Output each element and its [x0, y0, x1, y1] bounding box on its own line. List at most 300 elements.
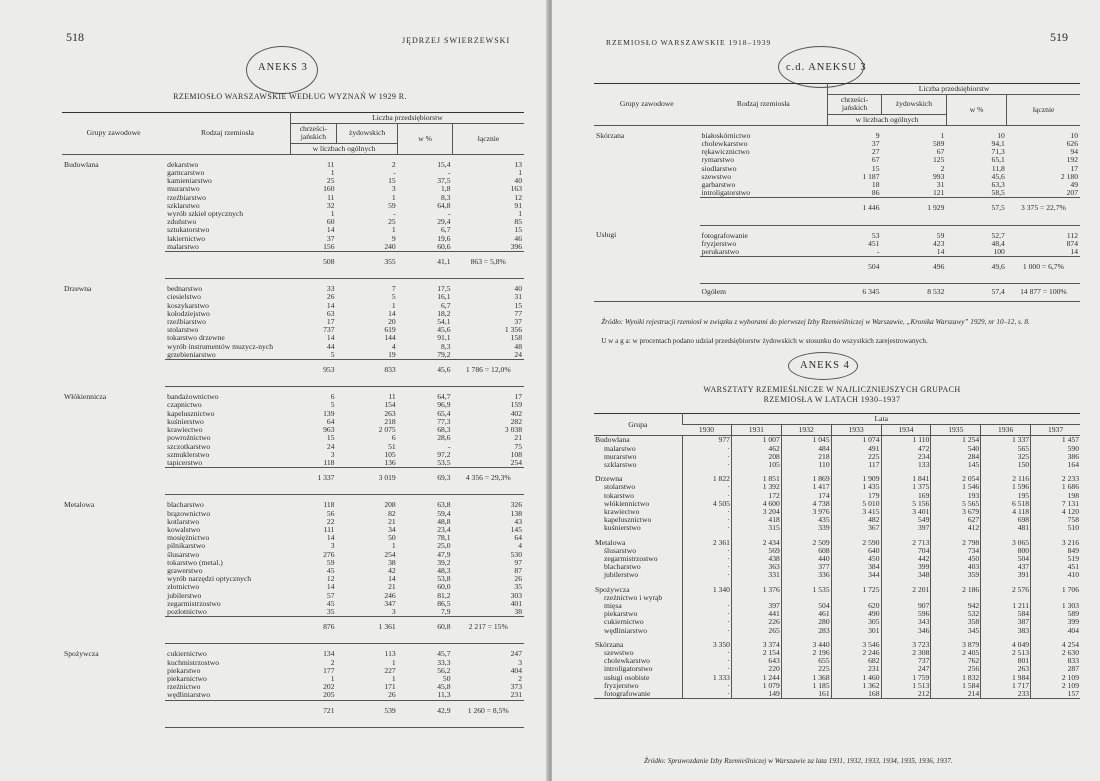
col-pct-header: w % [946, 95, 1006, 126]
year-value-cell: 2 630 [1031, 649, 1080, 657]
year-value-cell: 2 713 [881, 533, 931, 547]
craft-name-cell: kamieniarstwo [167, 176, 212, 186]
year-value-cell: 620 [831, 602, 881, 610]
group-total-christian-cell: 1 337 [290, 468, 336, 495]
table-row [594, 492, 1080, 500]
table-row [594, 461, 1080, 469]
year-value-cell: 117 [831, 461, 881, 469]
craft-name-cell: koszykarstwo [167, 300, 209, 310]
total-count-cell: 254 [510, 457, 522, 467]
jewish-count-cell: 208 [384, 500, 396, 510]
year-value-cell: 6 518 [981, 500, 1031, 508]
jewish-count-cell: 19 [388, 349, 396, 359]
year-1930-header: 1930 [682, 425, 731, 436]
year-value-cell: 569 [731, 547, 781, 555]
jewish-pct-cell: 94,1 [991, 139, 1005, 149]
jewish-pct-cell: 58,5 [991, 188, 1005, 198]
total-count-cell: 77 [514, 308, 522, 318]
craft-name-cell: rękawicznictwo [701, 147, 750, 157]
group-name-cell: Spożywcza [595, 584, 630, 594]
jewish-count-cell: 21 [388, 516, 396, 526]
year-value-cell: 1 841 [881, 469, 931, 483]
jewish-pct-cell: 33,3 [437, 657, 451, 667]
year-value-cell: 3 976 [781, 508, 831, 516]
year-value-cell: 1 185 [781, 682, 831, 690]
jewish-pct-cell: 8,3 [441, 192, 451, 202]
total-count-cell: 373 [510, 682, 522, 692]
group-total-jewish-cell: 539 [336, 700, 397, 727]
jewish-pct-cell: 86,5 [437, 598, 451, 608]
christian-count-cell: 1 [330, 209, 335, 219]
craft-name-cell: zduństwo [167, 217, 197, 227]
craft-name-cell: kotlarstwo [167, 516, 200, 526]
year-value-cell: 504 [981, 555, 1031, 563]
christian-count-cell: 86 [871, 188, 880, 198]
empty-cell [62, 202, 165, 210]
craft-name-cell: tokarstwo drzewne [167, 333, 225, 343]
subgroup-name-cell: kapelusznictwo [604, 515, 652, 525]
col-christian-header: chrześci-jańskich [290, 124, 336, 143]
table-row [62, 410, 524, 418]
source-label: Źródło [601, 318, 621, 326]
empty-cell [594, 165, 700, 173]
total-count-cell: 40 [514, 284, 522, 294]
jewish-count-cell: 7 [391, 284, 396, 294]
total-count-cell: 874 [1066, 238, 1078, 248]
empty-cell [700, 257, 828, 284]
year-value-cell: 1 045 [781, 436, 831, 445]
total-count-cell: 10 [1070, 130, 1078, 140]
year-value-cell: 1 375 [881, 483, 931, 491]
table-row [62, 495, 524, 510]
group-total-total-cell: 1 000 = 6,7% [1007, 257, 1080, 284]
table-row [594, 657, 1080, 665]
craft-name-cell: wyrób narzędzi optycznych [167, 574, 252, 584]
year-value-cell: 418 [731, 516, 781, 524]
empty-cell [62, 226, 165, 234]
table-row [62, 683, 524, 691]
christian-count-cell: 737 [323, 325, 335, 335]
group-total-jewish-cell: 1 361 [336, 617, 397, 644]
year-value-cell: 1 584 [931, 682, 981, 690]
jewish-pct-cell: 45,7 [437, 649, 451, 659]
christian-count-cell: 177 [323, 665, 335, 675]
jewish-pct-cell: 45,6 [991, 171, 1005, 181]
year-value-cell: 540 [931, 445, 981, 453]
year-value-cell: 150 [981, 461, 1031, 469]
col-count-header: Liczba przedsiębiorstw [290, 113, 524, 124]
rule-cell [781, 698, 831, 699]
jewish-pct-cell: 96,9 [437, 400, 451, 410]
craft-name-cell: ślusarstwo [167, 549, 200, 559]
total-count-cell: 3 [518, 657, 522, 667]
group-total-christian-cell: 508 [290, 252, 336, 279]
group-total-pct-cell: 45,6 [398, 360, 453, 387]
craft-name-cell: szklarstwo [167, 200, 200, 210]
year-value-cell: 491 [831, 445, 881, 453]
year-value-cell: 2 186 [931, 580, 981, 594]
empty-cell [165, 617, 290, 644]
year-value-cell: 1 535 [781, 580, 831, 594]
craft-name-cell: introligatorstwo [701, 188, 751, 198]
year-value-cell: 169 [881, 492, 931, 500]
craft-name-cell: garncarstwo [167, 168, 205, 178]
total-count-cell: 1 [518, 209, 522, 219]
year-value-cell: 504 [781, 602, 831, 610]
empty-cell [62, 551, 165, 559]
year-value-cell: 737 [881, 657, 931, 665]
table-row [62, 202, 524, 210]
christian-count-cell: 118 [323, 457, 335, 467]
total-count-cell: 15 [514, 225, 522, 235]
christian-count-cell: 1 187 [862, 171, 880, 181]
jewish-count-cell: 50 [388, 533, 396, 543]
jewish-pct-cell: 6,7 [441, 300, 451, 310]
empty-cell [62, 510, 165, 518]
craft-name-cell: blacharstwo [167, 500, 204, 510]
group-total-jewish-cell: 496 [882, 257, 947, 284]
group-total-pct-cell: 69,3 [398, 468, 453, 495]
group-total-row [62, 468, 524, 495]
table-row [594, 602, 1080, 610]
year-value-cell: · [682, 483, 731, 491]
craft-name-cell: grzebieniarstwo [167, 349, 216, 359]
total-count-cell: 326 [510, 500, 522, 510]
year-value-cell: 325 [981, 453, 1031, 461]
crafts-table-left [62, 112, 524, 728]
christian-count-cell: 37 [871, 139, 880, 149]
table-row [594, 627, 1080, 635]
empty-cell [62, 210, 165, 218]
empty-cell [62, 617, 165, 644]
year-value-cell: 174 [781, 492, 831, 500]
craft-name-cell: kuchmistrzostwo [167, 657, 220, 667]
table-row [62, 567, 524, 575]
jewish-count-cell: 2 [940, 163, 945, 173]
empty-cell [62, 334, 165, 342]
year-value-cell: 1 706 [1031, 580, 1080, 594]
empty-cell [62, 194, 165, 202]
year-value-cell: 110 [781, 461, 831, 469]
empty-cell [594, 156, 700, 164]
year-value-cell: 2 576 [981, 580, 1031, 594]
jewish-pct-cell: 97,2 [437, 449, 451, 459]
group-total-total-cell: 3 375 = 22,7% [1007, 198, 1080, 225]
empty-cell [62, 559, 165, 567]
year-value-cell: 584 [981, 610, 1031, 618]
table-row [62, 459, 524, 468]
group-total-christian-cell: 953 [290, 360, 336, 387]
year-value-cell: 762 [931, 657, 981, 665]
year-value-cell: · [682, 682, 731, 690]
jewish-count-cell: 3 [391, 606, 396, 616]
grand-total-pct-cell: 57,4 [946, 284, 1006, 301]
table-row [62, 235, 524, 243]
christian-count-cell: 63 [326, 308, 335, 318]
craft-name-cell: pozłotnictwo [167, 606, 207, 616]
jewish-count-cell: 31 [936, 180, 945, 190]
year-value-cell: 472 [881, 445, 931, 453]
rule-cell [731, 698, 781, 699]
table-row [62, 185, 524, 193]
year-value-cell: 1 546 [931, 483, 981, 491]
total-count-cell: 38 [514, 606, 522, 616]
year-value-cell: 2 405 [931, 649, 981, 657]
year-value-cell: · [682, 657, 731, 665]
year-1932-header: 1932 [781, 425, 831, 436]
empty-cell [62, 434, 165, 442]
year-value-cell: 1 110 [881, 436, 931, 445]
jewish-pct-cell: 18,2 [437, 308, 451, 318]
craft-name-cell: dekarstwo [167, 159, 199, 169]
year-value-cell: 1 686 [1031, 483, 1080, 491]
group-total-pct-cell: 41,1 [398, 252, 453, 279]
jewish-count-cell: 1 [391, 192, 396, 202]
year-value-cell: 800 [981, 547, 1031, 555]
jewish-pct-cell: - [447, 441, 451, 451]
empty-cell [62, 410, 165, 418]
empty-cell [62, 468, 165, 495]
craft-name-cell: siodlarstwo [701, 163, 737, 173]
table-row [594, 240, 1080, 248]
year-value-cell: 399 [881, 563, 931, 571]
group-name-cell: Skórzana [595, 639, 624, 649]
year-value-cell: 345 [931, 627, 981, 635]
group-name-cell: Drzewna [595, 474, 623, 484]
year-value-cell: 2 509 [781, 533, 831, 547]
craft-name-cell: cholewkarstwo [701, 139, 748, 149]
year-value-cell: 450 [931, 555, 981, 563]
total-count-cell: 2 180 [1060, 171, 1078, 181]
year-value-cell: 208 [731, 453, 781, 461]
table-row [62, 279, 524, 294]
group-row [594, 533, 1080, 547]
total-count-cell: 17 [514, 392, 522, 402]
table-row [594, 594, 1080, 602]
jewish-count-cell: 154 [384, 400, 396, 410]
jewish-pct-cell: 23,4 [437, 524, 451, 534]
group-name-cell: Budowlana [595, 435, 630, 445]
jewish-count-cell: 121 [932, 188, 945, 198]
year-value-cell: · [682, 563, 731, 571]
year-value-cell: 256 [931, 665, 981, 673]
year-value-cell: 435 [781, 516, 831, 524]
group-total-row [594, 257, 1080, 284]
jewish-pct-cell: 71,3 [991, 147, 1005, 157]
christian-count-cell: 14 [326, 225, 335, 235]
year-value-cell: 1 596 [981, 483, 1031, 491]
jewish-count-cell: 347 [384, 598, 396, 608]
year-value-cell: 589 [1031, 610, 1080, 618]
empty-cell [62, 443, 165, 451]
table-row [62, 667, 524, 675]
table-row [62, 443, 524, 451]
year-value-cell: 2 798 [931, 533, 981, 547]
jewish-pct-cell: 63,8 [437, 500, 451, 510]
subgroup-name-cell: szklarstwo [604, 460, 637, 470]
jewish-count-cell: 26 [388, 690, 396, 700]
year-value-cell: 346 [881, 627, 931, 635]
total-count-cell: 17 [1070, 163, 1078, 173]
group-row [594, 635, 1080, 649]
year-value-cell: · [682, 516, 731, 524]
year-value-cell: 218 [781, 453, 831, 461]
year-value-cell: 1 984 [981, 674, 1031, 682]
year-value-cell: 643 [731, 657, 781, 665]
year-value-cell: 214 [931, 690, 981, 698]
christian-count-cell: 35 [326, 606, 335, 616]
subgroup-name-cell: mięsa [604, 601, 622, 611]
total-count-cell: 40 [514, 176, 522, 186]
craft-name-cell: piekarnictwo [167, 673, 207, 683]
year-value-cell: 1 211 [981, 602, 1031, 610]
empty-cell [62, 169, 165, 177]
group-total-row [594, 198, 1080, 225]
christian-count-cell: 26 [326, 292, 335, 302]
year-value-cell: 608 [781, 547, 831, 555]
craft-name-cell: malarstwo [167, 241, 199, 251]
jewish-pct-cell: 16,1 [437, 292, 451, 302]
year-value-cell: 451 [1031, 563, 1080, 571]
group-name-cell: Metalowa [64, 499, 95, 509]
year-value-cell: 283 [781, 627, 831, 635]
year-value-cell: 1 851 [731, 469, 781, 483]
group-total-total-cell: 1 260 = 8,5% [453, 700, 525, 727]
table-row [62, 510, 524, 518]
christian-count-cell: 15 [326, 433, 335, 443]
year-value-cell: 3 065 [981, 533, 1031, 547]
subgroup-name-cell: usługi osobiste [604, 672, 650, 682]
subgroup-name-cell: fryzjerstwo [604, 680, 639, 690]
craft-name-cell: złotnictwo [167, 582, 200, 592]
empty-cell [62, 318, 165, 326]
table-row [594, 682, 1080, 690]
table-row [62, 387, 524, 402]
christian-count-cell: 134 [323, 649, 335, 659]
group-row [594, 580, 1080, 594]
empty-cell [165, 700, 290, 727]
christian-count-cell: - [876, 247, 880, 257]
jewish-pct-cell: 25,0 [437, 541, 451, 551]
year-value-cell: 305 [831, 618, 881, 626]
jewish-count-cell: 1 [391, 673, 396, 683]
table-row [62, 310, 524, 318]
group-total-jewish-cell: 355 [336, 252, 397, 279]
year-1936-header: 1936 [981, 425, 1031, 436]
jewish-count-cell: 59 [936, 230, 945, 240]
craft-name-cell: lakiernictwo [167, 233, 206, 243]
col-group-header: Grupy zawodowe [62, 113, 165, 155]
subgroup-name-cell: piekarstwo [604, 609, 638, 619]
table-title: RZEMIOSŁO WARSZAWSKIE WEDŁUG WYZNAŃ W 1929 R. [173, 92, 407, 101]
christian-count-cell: 14 [326, 333, 335, 343]
year-value-cell: 440 [781, 555, 831, 563]
total-count-cell: 282 [510, 416, 522, 426]
year-value-cell: 225 [781, 665, 831, 673]
jewish-count-cell: 125 [932, 155, 945, 165]
year-1933-header: 1933 [831, 425, 881, 436]
christian-count-cell: 14 [326, 533, 335, 543]
year-value-cell [682, 594, 731, 602]
year-value-cell: 234 [881, 453, 931, 461]
year-value-cell: 833 [1031, 657, 1080, 665]
craft-name-cell: szmuklerstwo [167, 449, 210, 459]
jewish-pct-cell: 47,9 [437, 549, 451, 559]
year-value-cell: · [682, 690, 731, 698]
empty-cell [62, 608, 165, 617]
year-value-cell: 3 415 [831, 508, 881, 516]
table-row [594, 571, 1080, 579]
year-value-cell: · [682, 461, 731, 469]
year-value-cell: 437 [981, 563, 1031, 571]
table-row [62, 526, 524, 534]
total-count-cell: 231 [510, 690, 522, 700]
year-value-cell: 849 [1031, 547, 1080, 555]
total-count-cell: 24 [514, 349, 522, 359]
jewish-pct-cell: 53,8 [437, 574, 451, 584]
group-total-christian-cell: 504 [828, 257, 882, 284]
year-value-cell: 484 [781, 445, 831, 453]
craft-name-cell: rzeźbiarstwo [167, 317, 206, 327]
jewish-count-cell: 6 [391, 433, 396, 443]
craft-name-cell: cukiernictwo [167, 649, 207, 659]
year-value-cell: 3 204 [731, 508, 781, 516]
total-count-cell: 75 [514, 441, 522, 451]
group-total-jewish-cell: 3 019 [336, 468, 397, 495]
jewish-count-cell: 263 [384, 408, 396, 418]
col-lata-header: Lata [682, 414, 1080, 425]
year-value-cell: 315 [731, 524, 781, 532]
craft-name-cell: czapnictwo [167, 400, 202, 410]
workshops-table [594, 413, 1080, 699]
jewish-pct-cell: 39,2 [437, 557, 451, 567]
craft-name-cell: bandażownictwo [167, 392, 219, 402]
empty-cell [700, 198, 828, 225]
empty-cell [62, 567, 165, 575]
empty-cell [62, 700, 165, 727]
year-value-cell: 410 [1031, 571, 1080, 579]
table-row [594, 547, 1080, 555]
table-row [62, 659, 524, 667]
year-value-cell: 263 [981, 665, 1031, 673]
table4-title-line2: RZEMIOSŁA W LATACH 1930–1937 [763, 395, 901, 404]
total-count-cell: 15 [514, 300, 522, 310]
jewish-pct-cell: 11,3 [437, 690, 451, 700]
year-value-cell: 2 196 [781, 649, 831, 657]
source4-text: : Sprawozdanie Izby Rzemieślniczej w Warszawie za lata 1931, 1932, 1933, 1934, 1935, 1936, 1937. [663, 757, 953, 765]
jewish-count-cell: 2 075 [378, 425, 396, 435]
craft-name-cell: grawerstwo [167, 565, 203, 575]
year-value-cell: 2 109 [1031, 674, 1080, 682]
year-value-cell: 590 [1031, 445, 1080, 453]
group-row [594, 469, 1080, 483]
jewish-pct-cell: 100 [993, 247, 1005, 257]
jewish-pct-cell: 65,1 [991, 155, 1005, 165]
group-name-cell: Drzewna [64, 283, 92, 293]
table4-title-line1: WARSZTATY RZEMIEŚLNICZE W NAJLICZNIEJSZYCH GRUPACH [703, 385, 961, 394]
year-value-cell: 1 333 [682, 674, 731, 682]
christian-count-cell: 45 [326, 598, 335, 608]
group-total-row [62, 252, 524, 279]
year-value-cell: 386 [1031, 453, 1080, 461]
year-value-cell: · [682, 555, 731, 563]
year-value-cell: 2 434 [731, 533, 781, 547]
subgroup-name-cell: blacharstwo [604, 562, 641, 572]
year-value-cell: 450 [831, 555, 881, 563]
christian-count-cell: 67 [871, 155, 880, 165]
christian-count-cell: 160 [323, 184, 335, 194]
year-value-cell: 2 233 [1031, 469, 1080, 483]
